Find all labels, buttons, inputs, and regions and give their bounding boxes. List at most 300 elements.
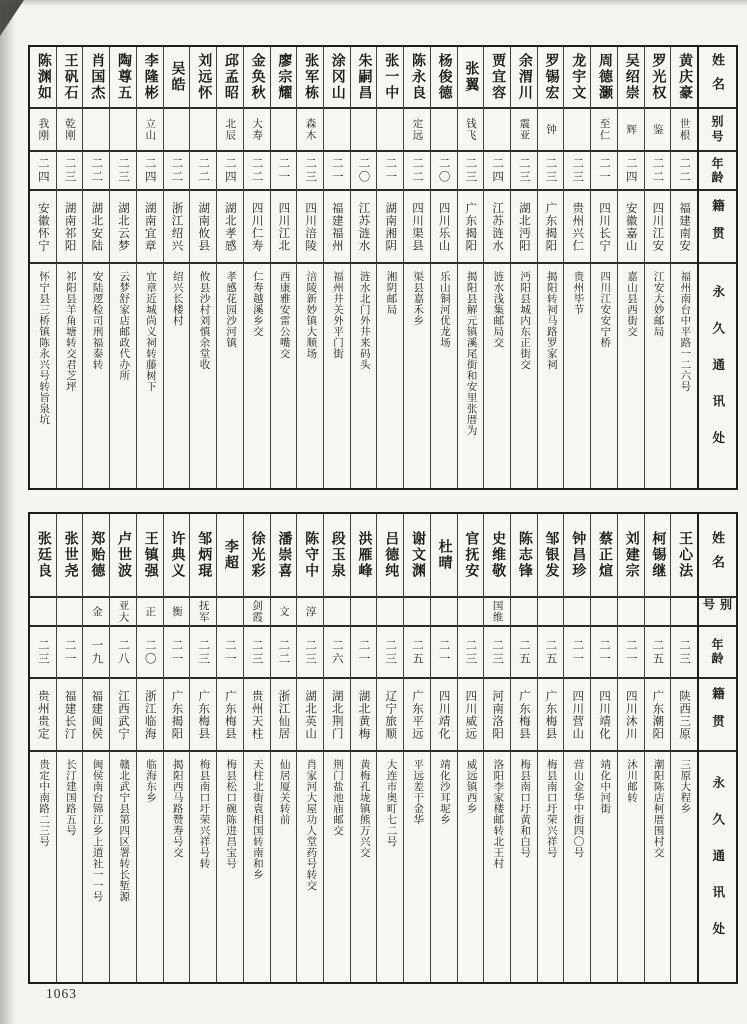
person-native-place: 江苏涟水 — [357, 201, 370, 252]
person-native-place: 广东揭阳 — [544, 201, 557, 252]
person-age: 二〇 — [437, 157, 450, 184]
person-column — [457, 47, 484, 488]
person-address: 乐山铜河优龙场 — [438, 271, 450, 348]
person-native-place-cell — [164, 189, 190, 262]
person-column — [243, 47, 270, 488]
person-address: 靖化沙耳坭乡 — [438, 759, 450, 825]
person-alias-cell — [645, 596, 671, 625]
person-name-cell — [271, 47, 297, 107]
person-name: 陈永良 — [409, 53, 425, 101]
directory-table-upper — [28, 45, 738, 490]
person-address: 梅县松口碗陈进昌宝号 — [225, 759, 237, 869]
person-native-place-cell — [190, 189, 216, 262]
person-age-cell — [671, 150, 697, 189]
person-address: 三原大程乡 — [679, 759, 691, 814]
person-native-place: 湖北沔阳 — [517, 201, 530, 252]
person-native-place-cell — [324, 677, 350, 750]
person-alias-cell — [431, 596, 457, 625]
person-alias: 钱飞 — [464, 118, 476, 141]
person-native-place: 江西武宁 — [117, 689, 130, 740]
person-age: 二四 — [624, 157, 637, 184]
person-address: 仙居厦关转前 — [278, 759, 290, 825]
person-native-place-cell — [618, 677, 644, 750]
person-age-cell — [190, 150, 216, 189]
person-column — [350, 514, 377, 982]
header-cell-age — [699, 150, 736, 189]
person-name: 段玉泉 — [329, 531, 345, 579]
person-address: 怀宁县三桥镇陈永兴号转旨泉坑 — [38, 271, 50, 425]
person-age-cell — [538, 625, 564, 677]
person-alias-cell — [484, 596, 510, 625]
person-alias-cell — [217, 107, 243, 150]
person-native-place: 辽宁旅顺 — [384, 689, 397, 740]
person-native-place: 湖南湘阴 — [384, 201, 397, 252]
person-address-cell — [164, 750, 190, 982]
person-alias: 我刚 — [37, 118, 49, 141]
header-label-alias: 别号 — [701, 598, 733, 613]
person-column — [323, 514, 350, 982]
person-address-cell — [671, 262, 697, 488]
person-column — [163, 514, 190, 982]
person-name: 柯锡继 — [650, 531, 666, 579]
person-alias-cell — [164, 107, 190, 150]
person-name: 洪雁峰 — [356, 531, 372, 579]
person-native-place: 安徽嘉山 — [624, 201, 637, 252]
person-native-place: 四川靖化 — [437, 689, 450, 740]
person-age-cell — [297, 625, 323, 677]
person-age: 二三 — [197, 638, 210, 666]
person-column — [457, 514, 484, 982]
person-alias: 淳 — [304, 605, 316, 618]
person-name-cell — [110, 47, 136, 107]
person-column — [510, 47, 537, 488]
person-column — [403, 514, 430, 982]
person-address-cell — [591, 750, 617, 982]
person-column — [56, 514, 83, 982]
person-address: 黄梅孔垅镇熊万兴交 — [358, 759, 370, 858]
person-name-cell — [591, 514, 617, 596]
person-native-place: 浙江仙居 — [277, 689, 290, 740]
person-native-place-cell — [431, 677, 457, 750]
person-native-place: 四川江安 — [651, 201, 664, 252]
person-alias-cell — [110, 107, 136, 150]
person-name-cell — [538, 47, 564, 107]
person-age-cell — [244, 625, 270, 677]
person-native-place: 四川仁寿 — [250, 201, 263, 252]
person-name: 吴皓 — [169, 61, 185, 93]
person-address: 沐川邮转 — [625, 759, 637, 803]
person-alias: 北辰 — [224, 118, 236, 141]
person-name: 钟昌珍 — [570, 531, 586, 579]
person-age: 二二 — [651, 157, 664, 184]
person-address: 大连市奥町七二号 — [385, 759, 397, 847]
person-age: 二五 — [410, 638, 423, 666]
person-column — [376, 514, 403, 982]
person-column — [563, 514, 590, 982]
person-name-cell — [431, 47, 457, 107]
person-native-place-cell — [458, 677, 484, 750]
person-age: 二三 — [117, 157, 130, 184]
header-label-native-place: 籍贯 — [710, 687, 725, 742]
person-alias-cell — [564, 107, 590, 150]
person-name-cell — [271, 514, 297, 596]
person-address-cell — [458, 262, 484, 488]
person-age-cell — [377, 625, 403, 677]
person-age: 二〇 — [143, 638, 156, 666]
person-column — [537, 47, 564, 488]
person-native-place: 湖南攸县 — [197, 201, 210, 252]
person-alias-cell — [591, 596, 617, 625]
person-name: 郑贻德 — [89, 531, 105, 579]
person-age: 二二 — [90, 157, 103, 184]
person-column — [30, 514, 56, 982]
person-native-place: 四川营山 — [571, 689, 584, 740]
person-column — [510, 514, 537, 982]
person-alias: 衡 — [170, 605, 182, 618]
header-label-native-place: 籍贯 — [710, 199, 725, 254]
person-native-place: 贵州兴仁 — [571, 201, 584, 252]
person-age-cell — [137, 625, 163, 677]
person-address-cell — [564, 750, 590, 982]
person-native-place: 广东揭阳 — [170, 689, 183, 740]
person-address: 临海东乡 — [145, 759, 157, 803]
person-age: 二三 — [304, 157, 317, 184]
person-name-cell — [244, 47, 270, 107]
person-native-place: 贵州天柱 — [250, 689, 263, 740]
person-name: 杨俊德 — [436, 53, 452, 101]
person-alias-cell — [404, 596, 430, 625]
person-alias: 辉 — [625, 123, 637, 136]
person-native-place-cell — [671, 677, 697, 750]
person-column — [483, 514, 510, 982]
person-native-place-cell — [30, 189, 56, 262]
person-native-place-cell — [110, 189, 136, 262]
person-name: 吴绍崇 — [623, 53, 639, 101]
person-address-cell — [297, 750, 323, 982]
person-column — [670, 514, 697, 982]
person-age: 二三 — [63, 157, 76, 184]
person-alias-cell — [217, 596, 243, 625]
person-alias-cell — [244, 107, 270, 150]
person-native-place-cell — [564, 189, 590, 262]
person-column — [617, 47, 644, 488]
person-name-cell — [190, 514, 216, 596]
person-alias: 立山 — [144, 118, 156, 141]
person-name-cell — [511, 514, 537, 596]
person-address: 营山金华中街四〇号 — [572, 759, 584, 858]
person-address-cell — [190, 262, 216, 488]
person-alias-cell — [30, 107, 56, 150]
person-native-place-cell — [511, 189, 537, 262]
person-address-cell — [484, 750, 510, 982]
person-name: 刘建宗 — [623, 531, 639, 579]
person-address-cell — [591, 262, 617, 488]
person-address-cell — [271, 262, 297, 488]
person-column — [323, 47, 350, 488]
person-name-cell — [244, 514, 270, 596]
person-alias: 文 — [277, 605, 289, 618]
person-column — [617, 514, 644, 982]
person-column — [30, 47, 56, 488]
person-native-place-cell — [324, 189, 350, 262]
person-column — [590, 47, 617, 488]
person-age-cell — [324, 150, 350, 189]
person-column — [136, 47, 163, 488]
person-name: 张翼 — [463, 61, 479, 93]
person-age-cell — [83, 625, 109, 677]
person-alias-cell — [645, 107, 671, 150]
person-address: 威远镇西乡 — [465, 759, 477, 814]
directory-table-lower — [28, 512, 738, 984]
person-name-cell — [30, 514, 56, 596]
person-age-cell — [484, 150, 510, 189]
person-alias: 震亚 — [518, 118, 530, 141]
person-address-cell — [351, 750, 377, 982]
person-name: 许典义 — [169, 531, 185, 579]
person-name-cell — [217, 514, 243, 596]
person-native-place: 四川江北 — [277, 201, 290, 252]
person-address-cell — [458, 750, 484, 982]
person-column — [109, 47, 136, 488]
person-native-place: 四川长宁 — [597, 201, 610, 252]
person-age: 二一 — [277, 157, 290, 184]
person-address: 涪陵新妙镇大顺场 — [305, 271, 317, 359]
person-address-cell — [351, 262, 377, 488]
person-age-cell — [164, 625, 190, 677]
person-address-cell — [297, 262, 323, 488]
person-address: 梅县南口圩荣兴祥号转 — [198, 759, 210, 869]
person-age-cell — [137, 150, 163, 189]
person-age-cell — [404, 150, 430, 189]
person-name-cell — [564, 47, 590, 107]
person-native-place: 陕西三原 — [678, 689, 691, 740]
person-age: 二二 — [250, 157, 263, 184]
person-alias-cell — [271, 107, 297, 150]
person-age-cell — [671, 625, 697, 677]
header-cell-address — [699, 262, 736, 488]
person-native-place: 四川威远 — [464, 689, 477, 740]
person-alias-cell — [164, 596, 190, 625]
person-alias-cell — [57, 107, 83, 150]
person-age: 二三 — [544, 157, 557, 184]
person-address: 孝感花园沙河镇 — [225, 271, 237, 348]
person-native-place: 福建福州 — [330, 201, 343, 252]
person-name: 金奂秋 — [249, 53, 265, 101]
person-address: 绍兴长楼村 — [171, 271, 183, 326]
person-alias: 亚大 — [117, 600, 129, 623]
person-name-cell — [458, 514, 484, 596]
person-name: 谢文渊 — [409, 531, 425, 579]
person-native-place: 湖北孝感 — [223, 201, 236, 252]
person-age: 二一 — [223, 638, 236, 666]
person-name-cell — [324, 514, 350, 596]
header-cell-name — [699, 514, 736, 596]
person-name: 陈守中 — [303, 531, 319, 579]
person-age: 一九 — [90, 638, 103, 666]
person-name: 张世尧 — [62, 531, 78, 579]
person-age: 二三 — [250, 638, 263, 666]
person-name: 黄庆豪 — [677, 53, 693, 101]
person-address-cell — [645, 750, 671, 982]
person-address-cell — [671, 750, 697, 982]
person-name: 刘远怀 — [196, 53, 212, 101]
person-native-place: 湖北英山 — [304, 689, 317, 740]
person-name: 蔡正煊 — [596, 531, 612, 579]
person-name-cell — [484, 47, 510, 107]
person-address: 揭阳县解元镇溪尾街和安里张厝为 — [465, 271, 477, 436]
person-alias-cell — [190, 107, 216, 150]
person-address-cell — [404, 262, 430, 488]
person-address: 四川江安安宁桥 — [599, 271, 611, 348]
person-address: 仁寿越溪乡交 — [251, 271, 263, 337]
person-alias: 世根 — [678, 118, 690, 141]
person-address: 赣北武宁县第四区署转长堑源 — [118, 759, 130, 902]
person-native-place-cell — [484, 189, 510, 262]
person-name-cell — [297, 514, 323, 596]
person-column — [563, 47, 590, 488]
page-number: 1063 — [46, 986, 77, 1001]
person-name-cell — [458, 47, 484, 107]
person-column — [216, 514, 243, 982]
person-address-cell — [217, 262, 243, 488]
person-address-cell — [618, 750, 644, 982]
header-cell-alias — [699, 596, 736, 625]
person-name: 涂冈山 — [329, 53, 345, 101]
person-alias-cell — [190, 596, 216, 625]
person-column — [270, 47, 297, 488]
person-age: 二三 — [491, 638, 504, 666]
person-column — [163, 47, 190, 488]
person-address-cell — [431, 750, 457, 982]
person-native-place-cell — [137, 189, 163, 262]
person-address-cell — [30, 750, 56, 982]
person-name: 张军栋 — [303, 53, 319, 101]
person-name: 王镇强 — [142, 531, 158, 579]
person-age-cell — [271, 150, 297, 189]
person-native-place-cell — [244, 677, 270, 750]
person-address: 荆门盐池庙邮交 — [332, 759, 344, 836]
person-address-cell — [324, 750, 350, 982]
person-address-cell — [484, 262, 510, 488]
person-native-place-cell — [57, 189, 83, 262]
person-name: 史维敬 — [490, 531, 506, 579]
person-age: 二五 — [651, 638, 664, 666]
person-name-cell — [324, 47, 350, 107]
person-name-cell — [404, 47, 430, 107]
person-native-place: 湖北黄梅 — [357, 689, 370, 740]
person-address: 福州井关外平门街 — [332, 271, 344, 359]
person-name: 邹银发 — [543, 531, 559, 579]
person-native-place-cell — [645, 677, 671, 750]
person-column — [136, 514, 163, 982]
person-age-cell — [351, 625, 377, 677]
header-label-age: 年龄 — [710, 156, 724, 185]
person-column — [350, 47, 377, 488]
person-address-cell — [164, 262, 190, 488]
person-age-cell — [297, 150, 323, 189]
person-address-cell — [83, 750, 109, 982]
person-address-cell — [404, 750, 430, 982]
person-address: 涟水浅集邮局交 — [492, 271, 504, 348]
person-age-cell — [217, 625, 243, 677]
person-address-cell — [244, 262, 270, 488]
person-age: 二一 — [597, 157, 610, 184]
person-name-cell — [671, 514, 697, 596]
person-address: 安陆逻检司刑福泰转 — [91, 271, 103, 370]
person-address-cell — [377, 750, 403, 982]
person-native-place-cell — [458, 189, 484, 262]
person-age: 二四 — [491, 157, 504, 184]
person-native-place-cell — [30, 677, 56, 750]
person-age: 二四 — [36, 157, 49, 184]
person-alias-cell — [538, 107, 564, 150]
header-cell-native-place — [699, 189, 736, 262]
person-native-place-cell — [431, 189, 457, 262]
person-alias-cell — [538, 596, 564, 625]
person-alias: 金 — [90, 605, 102, 618]
person-name: 罗锡宏 — [543, 53, 559, 101]
person-age-cell — [458, 625, 484, 677]
person-name: 徐光彩 — [249, 531, 265, 579]
person-alias-cell — [377, 107, 403, 150]
person-column — [537, 514, 564, 982]
person-address: 贵定中南路二三号 — [38, 759, 50, 847]
person-alias: 正 — [144, 605, 156, 618]
person-alias-cell — [271, 596, 297, 625]
person-age: 二四 — [143, 157, 156, 184]
person-native-place-cell — [83, 677, 109, 750]
person-address: 攸县沙村刘慎余堂收 — [198, 271, 210, 370]
person-age-cell — [244, 150, 270, 189]
person-alias: 森木 — [304, 118, 316, 141]
person-native-place-cell — [591, 189, 617, 262]
person-native-place-cell — [217, 677, 243, 750]
person-name: 肖国杰 — [89, 53, 105, 101]
person-name-cell — [645, 514, 671, 596]
person-name: 卢世波 — [116, 531, 132, 579]
person-native-place-cell — [538, 189, 564, 262]
person-name-cell — [57, 47, 83, 107]
person-native-place-cell — [671, 189, 697, 262]
person-name: 杜晴 — [436, 539, 452, 571]
person-name: 邱孟昭 — [222, 53, 238, 101]
person-alias-cell — [484, 107, 510, 150]
person-age-cell — [591, 150, 617, 189]
person-address-cell — [110, 262, 136, 488]
person-age: 二二 — [277, 638, 290, 666]
person-age: 二六 — [330, 638, 343, 666]
person-name-cell — [351, 514, 377, 596]
person-age-cell — [110, 625, 136, 677]
person-name: 邹炳琨 — [196, 531, 212, 579]
person-native-place-cell — [645, 189, 671, 262]
person-age-cell — [511, 625, 537, 677]
person-address: 湘阴邮局 — [385, 271, 397, 315]
person-column — [243, 514, 270, 982]
person-alias-cell — [30, 596, 56, 625]
person-name: 罗光权 — [650, 53, 666, 101]
person-column — [189, 514, 216, 982]
person-native-place-cell — [164, 677, 190, 750]
person-address-cell — [57, 750, 83, 982]
person-age: 二一 — [624, 638, 637, 666]
person-age-cell — [110, 150, 136, 189]
person-alias-cell — [110, 596, 136, 625]
person-native-place: 江苏涟水 — [491, 201, 504, 252]
person-age-cell — [190, 625, 216, 677]
person-age: 二二 — [678, 157, 691, 184]
person-age: 二二 — [197, 157, 210, 184]
